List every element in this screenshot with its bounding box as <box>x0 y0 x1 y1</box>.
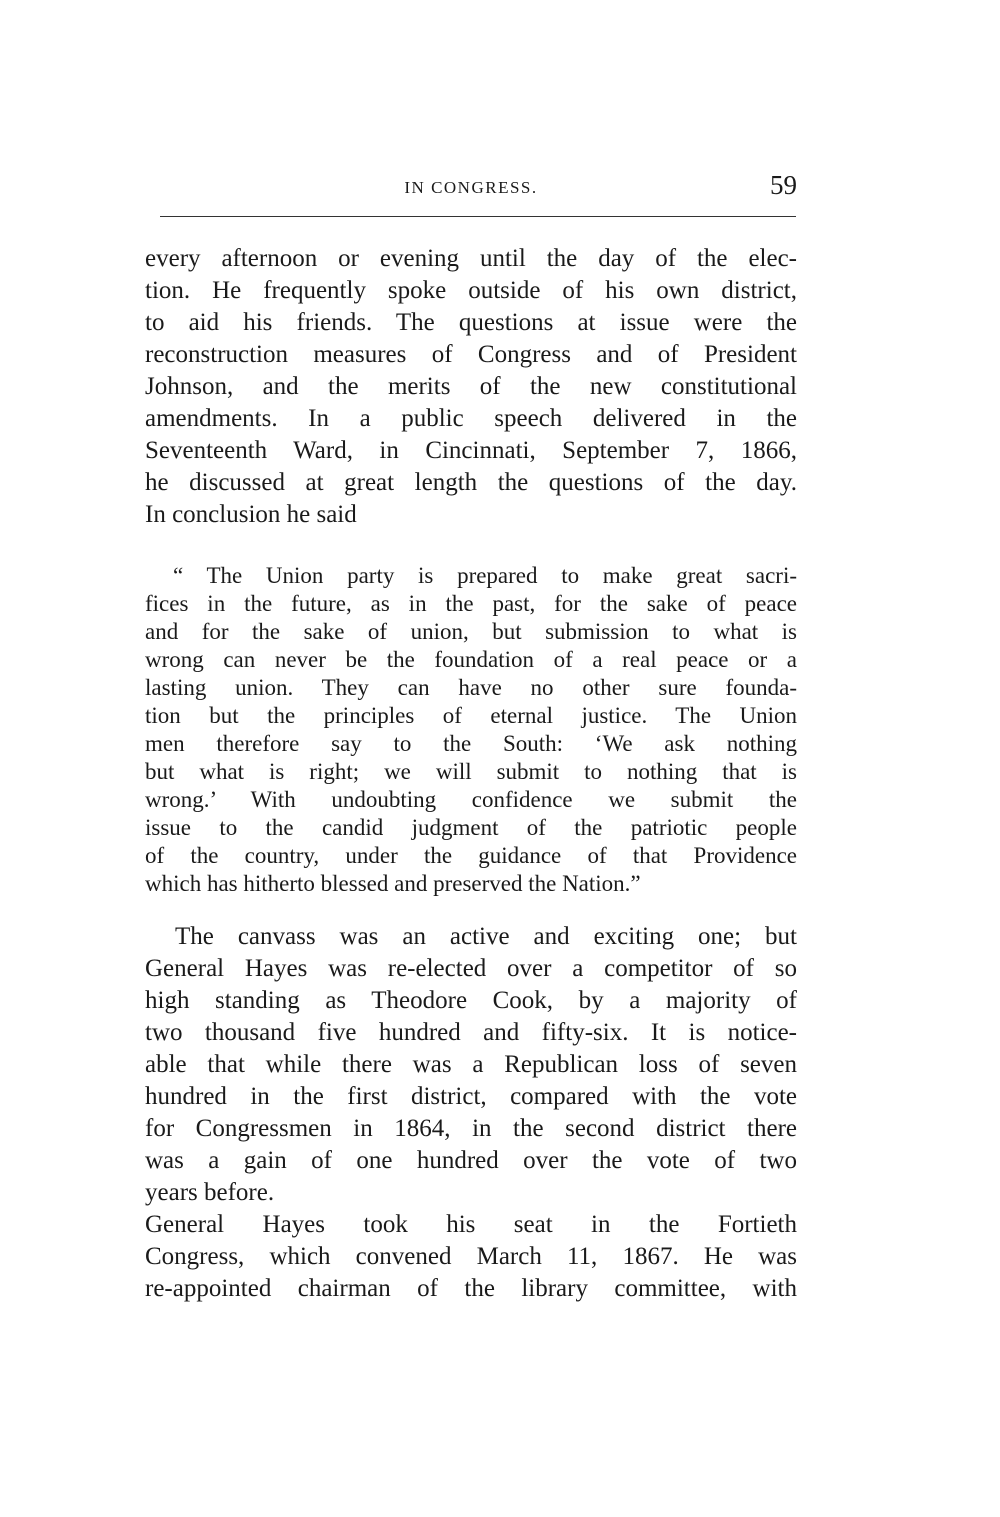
text-line: every afternoon or evening until the day of the elec- <box>145 245 797 272</box>
text-line: re-appointed chairman of the library committee, with <box>145 1275 797 1302</box>
quote-line: and for the sake of union, but submission to what is <box>145 619 797 644</box>
text-line: years before. <box>145 1179 275 1206</box>
text-line: hundred in the first district, compared with the vote <box>145 1083 797 1110</box>
quote-line: but what is right; we will submit to nothing that is <box>145 759 797 784</box>
text-line: Congress, which convened March 11, 1867. He was <box>145 1243 797 1270</box>
quote-line: tion but the principles of eternal justice. The Union <box>145 703 797 728</box>
text-line: The canvass was an active and exciting one; but <box>175 923 797 950</box>
text-line: Johnson, and the merits of the new constitutional <box>145 373 797 400</box>
quote-line: men therefore say to the South: ‘We ask nothing <box>145 731 797 756</box>
text-line: for Congressmen in 1864, in the second district there <box>145 1115 797 1142</box>
quote-line: of the country, under the guidance of that Providence <box>145 843 797 868</box>
quote-line: “ The Union party is prepared to make great sacri- <box>173 563 797 588</box>
text-line: reconstruction measures of Congress and of President <box>145 341 797 368</box>
quote-line: issue to the candid judgment of the patriotic people <box>145 815 797 840</box>
quote-line: fices in the future, as in the past, for the sake of peace <box>145 591 797 616</box>
quote-line: wrong can never be the foundation of a real peace or a <box>145 647 797 672</box>
text-line: high standing as Theodore Cook, by a majority of <box>145 987 797 1014</box>
text-line: able that while there was a Republican loss of seven <box>145 1051 797 1078</box>
text-line: two thousand five hundred and fifty-six. It is notice- <box>145 1019 797 1046</box>
text-line: he discussed at great length the questions of the day. <box>145 469 797 496</box>
text-line: General Hayes was re-elected over a competitor of so <box>145 955 797 982</box>
quote-line: which has hitherto blessed and preserved the Nation.” <box>145 871 641 896</box>
page-number: 59 <box>770 170 797 200</box>
text-line: amendments. In a public speech delivered in the <box>145 405 797 432</box>
quote-line: wrong.’ With undoubting confidence we submit the <box>145 787 797 812</box>
running-head <box>145 170 797 210</box>
running-title: IN CONGRESS. <box>404 178 538 197</box>
header-rule <box>160 216 796 217</box>
text-line: General Hayes took his seat in the Fortieth <box>145 1211 797 1238</box>
quote-line: lasting union. They can have no other sure founda- <box>145 675 797 700</box>
text-line: Seventeenth Ward, in Cincinnati, September 7, 1866, <box>145 437 797 464</box>
text-line: was a gain of one hundred over the vote of two <box>145 1147 797 1174</box>
text-line: to aid his friends. The questions at issue were the <box>145 309 797 336</box>
text-line: In conclusion he said <box>145 501 357 528</box>
text-line: tion. He frequently spoke outside of his own district, <box>145 277 797 304</box>
